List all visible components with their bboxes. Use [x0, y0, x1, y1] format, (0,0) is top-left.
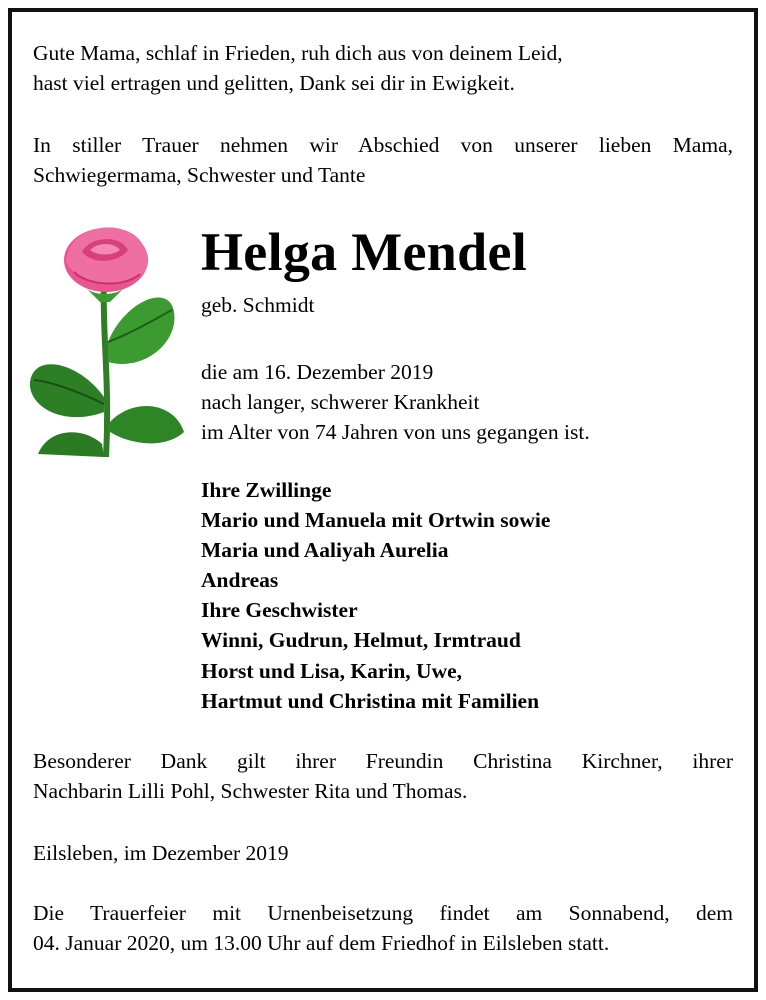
intro-poem	[33, 38, 733, 98]
mourner-line: Andreas	[201, 568, 279, 593]
funeral-line: Die Trauerfeier mit Urnenbeisetzung findet am Sonnabend, dem	[33, 901, 733, 925]
death-info	[201, 357, 590, 447]
funeral-line: 04. Januar 2020, um 13.00 Uhr auf dem Friedhof in Eilsleben statt.	[33, 931, 610, 955]
death-info-line: die am 16. Dezember 2019	[201, 360, 434, 384]
funeral-info	[33, 898, 733, 958]
intro-poem-line: Gute Mama, schlaf in Frieden, ruh dich aus von deinem Leid,	[33, 41, 563, 65]
deceased-name: Helga Mendel	[201, 222, 528, 282]
death-info-line: nach langer, schwerer Krankheit	[201, 390, 480, 414]
mourners-list	[201, 475, 550, 716]
death-info-line: im Alter von 74 Jahren von uns gegangen ist.	[201, 420, 590, 444]
mourner-line: Winni, Gudrun, Helmut, Irmtraud	[201, 628, 521, 653]
farewell-intro	[33, 130, 733, 190]
mourner-line: Mario und Manuela mit Ortwin sowie	[201, 508, 551, 533]
mourner-line: Maria und Aaliyah Aurelia	[201, 538, 449, 563]
mourner-line: Ihre Geschwister	[201, 598, 358, 623]
mourner-line: Hartmut und Christina mit Familien	[201, 688, 540, 713]
thanks-line: Besonderer Dank gilt ihrer Freundin Christina Kirchner, ihrer	[33, 749, 733, 773]
obituary-frame	[8, 8, 758, 992]
rose-icon	[24, 222, 189, 457]
thanks-paragraph	[33, 746, 733, 806]
intro-poem-line: hast viel ertragen und gelitten, Dank sei dir in Ewigkeit.	[33, 71, 515, 95]
mourner-line: Horst und Lisa, Karin, Uwe,	[201, 658, 463, 683]
place-date: Eilsleben, im Dezember 2019	[33, 841, 289, 865]
farewell-intro-line: In stiller Trauer nehmen wir Abschied von unserer lieben Mama,	[33, 133, 733, 157]
mourner-line: Ihre Zwillinge	[201, 478, 332, 502]
farewell-intro-line: Schwiegermama, Schwester und Tante	[33, 163, 366, 187]
thanks-line: Nachbarin Lilli Pohl, Schwester Rita und Thomas.	[33, 779, 468, 803]
birth-name: geb. Schmidt	[201, 293, 315, 317]
